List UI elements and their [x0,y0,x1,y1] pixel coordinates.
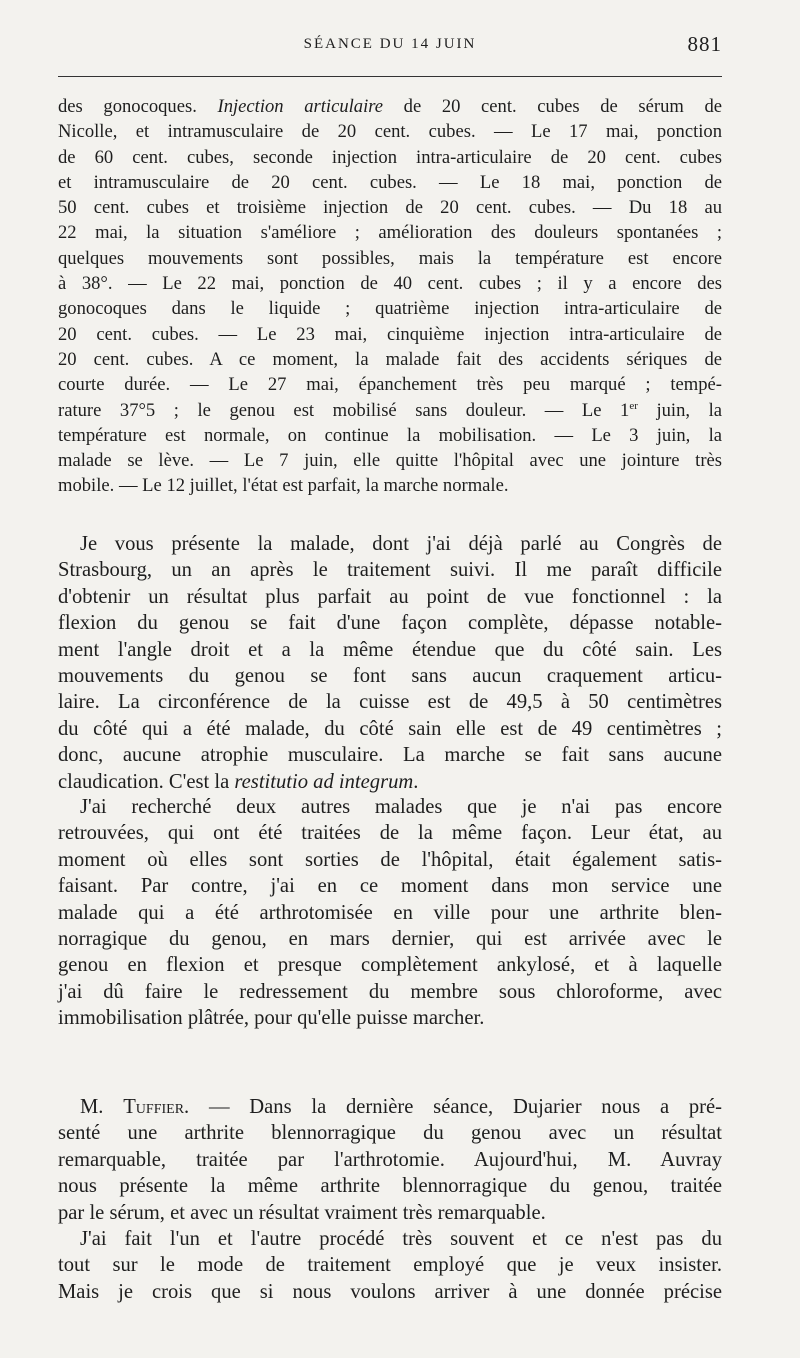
text-run: quelques mouvements sont possibles, mais la température est encore [58,247,722,269]
text-run: juin, la [637,399,722,421]
text-run: rature 37°5 ; le genou est mobilisé sans douleur. — Le 1 [58,399,630,421]
text-run: et intramusculaire de 20 cent. cubes. — Le 18 mai, ponction de [58,171,722,193]
text-line [58,637,722,663]
text-run: ment l'angle droit et a la même étendue que du côté sain. Les [58,638,722,661]
text-run: malade se lève. — Le 7 juin, elle quitte l'hôpital avec une jointure très [58,450,722,472]
tuffier-continuation-paragraph [58,1226,722,1305]
text-run: nous présente la même arthrite blennorragique du genou, traitée [58,1175,722,1198]
text-line [58,347,722,372]
text-line [58,900,722,926]
text-line [58,557,722,583]
text-run: 20 cent. cubes. A ce moment, la malade fait des accidents sériques de [58,348,722,370]
text-run: Nicolle, et intramusculaire de 20 cent. cubes. — Le 17 mai, ponction [58,121,722,143]
text-line [58,322,722,347]
text-run: M. [80,1096,124,1118]
text-run: 50 cent. cubes et troisième injection de 20 cent. cubes. — Du 18 au [58,197,722,219]
text-line [58,1120,722,1146]
text-run: retrouvées, qui ont été traitées de la même façon. Leur état, au [58,822,722,845]
presentation-paragraph [58,531,722,795]
text-run: J'ai recherché deux autres malades que je n'ai pas encore [80,796,722,818]
text-line [58,94,722,119]
text-run: donc, aucune atrophie musculaire. La marche se fait sans aucune [58,744,722,767]
text-run: laire. La circonférence de la cuisse est de 49,5 à 50 centimètres [58,691,722,714]
text-line [58,1173,722,1199]
text-line [58,926,722,952]
text-run: de 60 cent. cubes, seconde injection intra-articulaire de 20 cent. cubes [58,146,722,168]
text-run: courte durée. — Le 27 mai, épanchement très peu marqué ; tempé- [58,374,722,396]
text-line [58,145,722,170]
header-rule [58,76,722,77]
text-run: norragique du genou, en mars dernier, qui est arrivée avec le [58,927,722,950]
text-line [58,1005,722,1031]
text-line [58,1279,722,1305]
text-line [58,847,722,873]
text-run: tout sur le mode de traitement employé que je veux insister. [58,1254,722,1277]
text-run: mouvements du genou se font sans aucun craquement articu- [58,664,722,687]
text-run: par le sérum, et avec un résultat vraiment très remarquable. [58,1201,546,1224]
other-patients-paragraph [58,794,722,1032]
text-run: des gonocoques. [58,96,218,117]
text-line [58,610,722,636]
text-line [58,794,722,820]
text-line [58,195,722,220]
text-run: j'ai dû faire le redressement du membre sous chloroforme, avec [58,980,722,1003]
text-line [58,372,722,397]
text-line [58,769,722,795]
text-run: moment où elles sont sorties de l'hôpital, était également satis- [58,848,722,871]
italic-text: Injection articulaire [217,96,384,117]
text-line [58,1200,722,1226]
page-header [58,32,722,62]
text-run: d'obtenir un résultat plus parfait au point de vue fonctionnel : la [58,585,722,608]
text-line [58,448,722,473]
text-run: genou en flexion et presque complètement ankylosé, et à laquelle [58,954,722,977]
text-line [58,689,722,715]
text-line [58,742,722,768]
text-line [58,1094,722,1120]
text-run: malade qui a été arthrotomisée en ville pour une arthrite blen- [58,901,722,924]
text-line [58,873,722,899]
text-line [58,584,722,610]
text-line [58,398,722,423]
text-line [58,716,722,742]
text-run: température est normale, on continue la mobilisation. — Le 3 juin, la [58,424,722,446]
running-title: SÉANCE DU 14 JUIN [303,36,477,52]
text-run: Strasbourg, un an après le traitement suivi. Il me paraît difficile [58,559,722,582]
text-run: de 20 cent. cubes de sérum de [383,96,722,117]
text-run: Mais je crois que si nous voulons arriver à une donnée précise [58,1280,722,1303]
case-report-paragraph [58,94,722,499]
text-run: Je vous présente la malade, dont j'ai déjà parlé au Congrès de [80,533,722,555]
speaker-name: Tuffier [123,1096,185,1118]
text-line [58,1226,722,1252]
text-line [58,423,722,448]
text-line [58,246,722,271]
text-line [58,663,722,689]
tuffier-paragraph [58,1094,722,1226]
page-number: 881 [687,32,722,56]
text-line [58,271,722,296]
text-run: senté une arthrite blennorragique du genou avec un résultat [58,1122,722,1145]
text-run: . — Dans la dernière séance, Dujarier nous a pré- [184,1096,723,1118]
text-run: remarquable, traitée par l'arthrotomie. Aujourd'hui, M. Auvray [58,1148,722,1171]
text-run: gonocoques dans le liquide ; quatrième injection intra-articulaire de [58,298,722,320]
text-run: . [413,770,419,793]
text-run: du côté qui a été malade, du côté sain elle est de 49 centimètres ; [58,717,722,740]
text-run: flexion du genou se fait d'une façon complète, dépasse notable- [58,612,722,635]
text-run: 22 mai, la situation s'améliore ; amélioration des douleurs spontanées ; [58,222,722,244]
text-run: faisant. Par contre, j'ai en ce moment dans mon service une [58,875,722,898]
text-line [58,220,722,245]
text-line [58,979,722,1005]
text-run: J'ai fait l'un et l'autre procédé très souvent et ce n'est pas du [80,1228,722,1250]
italic-text: restitutio ad integrum [234,770,414,793]
text-line [58,531,722,557]
text-line [58,1147,722,1173]
text-run: immobilisation plâtrée, pour qu'elle puisse marcher. [58,1007,485,1030]
text-line [58,952,722,978]
text-line [58,119,722,144]
text-run: mobile. — Le 12 juillet, l'état est parfait, la marche normale. [58,475,509,497]
text-line [58,473,722,498]
text-line [58,820,722,846]
text-line [58,170,722,195]
text-run: claudication. C'est la [58,770,235,793]
superscript: er [629,399,638,412]
text-run: 20 cent. cubes. — Le 23 mai, cinquième injection intra-articulaire de [58,323,722,345]
text-line [58,296,722,321]
text-line [58,1252,722,1278]
text-run: à 38°. — Le 22 mai, ponction de 40 cent. cubes ; il y a encore des [58,273,722,295]
